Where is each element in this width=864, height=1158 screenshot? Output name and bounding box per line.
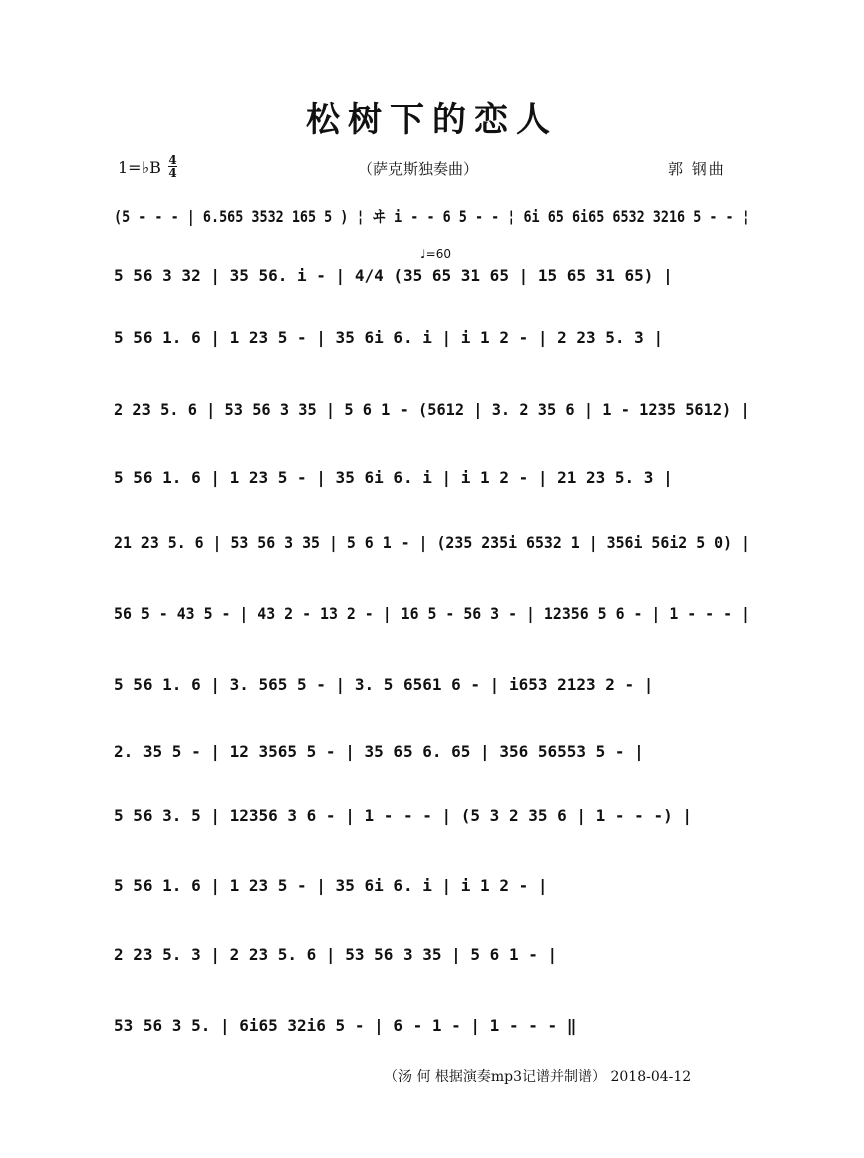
- score-line-text: 21 23 5. 6 | 53 56 3 35 | 5 6 1 - | (235 235i 6532 1 | 356i 56i2 5 0) |: [114, 533, 750, 552]
- key-signature: 1=♭B: [118, 158, 161, 177]
- page-title: 松树下的恋人: [306, 100, 558, 140]
- score-line-text: 5 56 1. 6 | 1 23 5 - | 35 6i 6. i | i 1 2 - | 2 23 5. 3 |: [114, 328, 664, 347]
- score-line-text: 5 56 3. 5 | 12356 3 6 - | 1 - - - | (5 3 2 35 6 | 1 - - -) |: [114, 806, 692, 825]
- score-line-text: 56 5 - 43 5 - | 43 2 - 13 2 - | 16 5 - 56 3 - | 12356 5 6 - | 1 - - - |: [114, 604, 750, 623]
- score-line: [114, 258, 754, 298]
- score-line: [114, 734, 754, 774]
- score-line-text: 53 56 3 5. | 6i65 32i6 5 - | 6 - 1 - | 1 - - - ‖: [114, 1016, 577, 1035]
- subtitle: （萨克斯独奏曲）: [358, 160, 479, 178]
- score-line: [114, 1008, 754, 1048]
- transcription-credit: （汤 何 根据演奏mp3记谱并制谱） 2018-04-12: [384, 1069, 692, 1085]
- score-line-text: (5 - - - | 6.565 3532 165 5 ) ¦ ヰ i - - 6 5 - - ¦ 6i 65 6i65 6532 3216 5 - - ¦: [114, 207, 750, 226]
- score-line: [114, 868, 754, 908]
- score-line: [114, 596, 754, 636]
- score-line-text: 5 56 1. 6 | 3. 565 5 - | 3. 5 6561 6 - | i653 2123 2 - |: [114, 675, 654, 694]
- score-line-text: 5 56 1. 6 | 1 23 5 - | 35 6i 6. i | i 1 2 - |: [114, 876, 548, 895]
- composer: 郭 钢曲: [668, 160, 726, 178]
- score-line-text: 5 56 3 32 | 35 56. i - | 4/4 (35 65 31 65 | 15 65 31 65) |: [114, 266, 673, 285]
- score-line: [114, 392, 754, 432]
- score-line: [114, 525, 754, 565]
- time-signature-top: 4: [168, 153, 177, 167]
- score-line-text: 5 56 1. 6 | 1 23 5 - | 35 6i 6. i | i 1 2 - | 21 23 5. 3 |: [114, 468, 673, 487]
- score-line-text: 2. 35 5 - | 12 3565 5 - | 35 65 6. 65 | 356 56553 5 - |: [114, 742, 644, 761]
- score-line: [114, 798, 754, 838]
- score-line-text: 2 23 5. 3 | 2 23 5. 6 | 53 56 3 35 | 5 6 1 - |: [114, 945, 558, 964]
- score-line: [114, 196, 754, 236]
- score-line: [114, 667, 754, 707]
- score-line-text: 2 23 5. 6 | 53 56 3 35 | 5 6 1 - (5612 | 3. 2 35 6 | 1 - 1235 5612) |: [114, 400, 750, 419]
- score-line: [114, 937, 754, 977]
- time-signature-bottom: 4: [168, 166, 177, 180]
- score-line: [114, 460, 754, 500]
- score-line: [114, 320, 754, 360]
- tempo-mark: ♩=60: [420, 247, 451, 261]
